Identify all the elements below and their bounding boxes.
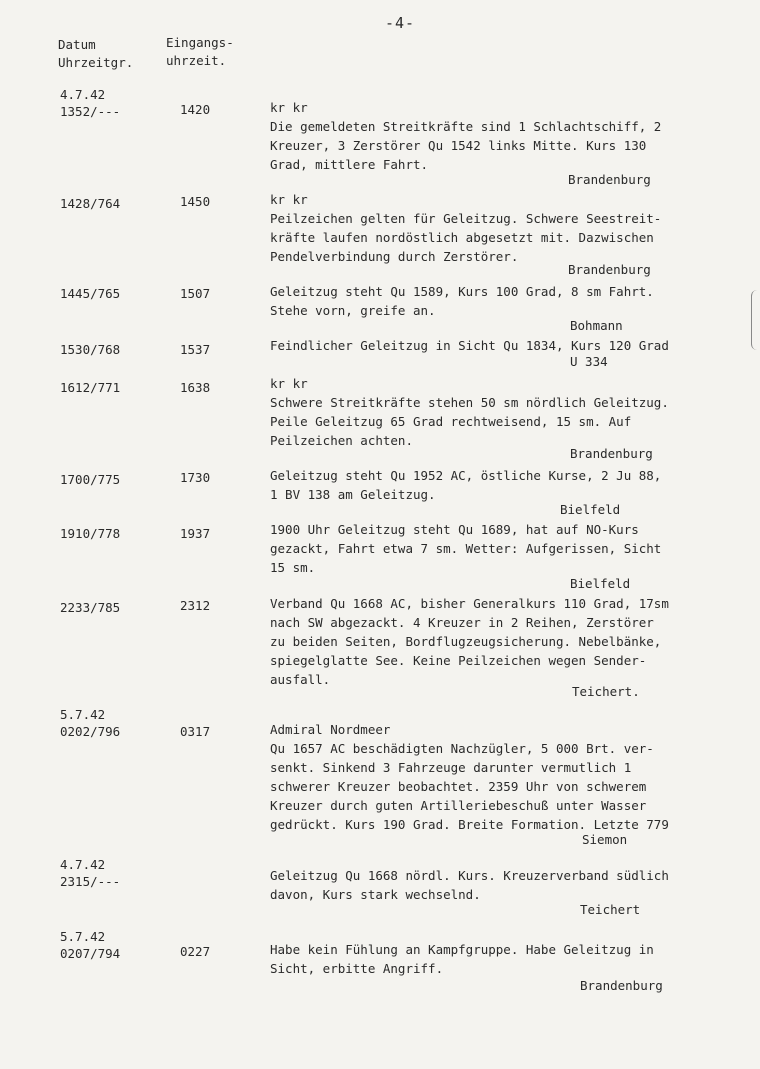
message-line: 15 sm. bbox=[270, 560, 316, 575]
entry-message bbox=[270, 282, 758, 320]
message-line: nach SW abgezackt. 4 Kreuzer in 2 Reihen, Zerstörer bbox=[270, 615, 654, 630]
entry-signature: Brandenburg bbox=[580, 978, 663, 993]
entry-code: 1700/775 bbox=[60, 472, 121, 487]
entry-time: 1638 bbox=[180, 380, 211, 395]
entry-message bbox=[270, 374, 758, 450]
entry-message bbox=[270, 520, 758, 577]
entry-message bbox=[270, 720, 758, 834]
header-uhrzeitgr: Uhrzeitgr. bbox=[58, 55, 134, 70]
entry-code: 1352/--- bbox=[60, 104, 121, 119]
entry-signature: U 334 bbox=[570, 354, 608, 369]
header-datum: Datum bbox=[58, 37, 96, 52]
message-line: Geleitzug Qu 1668 nördl. Kurs. Kreuzerverband südlich bbox=[270, 868, 669, 883]
entry-signature: Siemon bbox=[582, 832, 628, 847]
entry-message bbox=[270, 940, 758, 978]
entry-code: 2315/--- bbox=[60, 874, 121, 889]
entry-code: 1612/771 bbox=[60, 380, 121, 395]
message-line: 1900 Uhr Geleitzug steht Qu 1689, hat auf NO-Kurs bbox=[270, 522, 639, 537]
message-line: Kreuzer durch guten Artilleriebeschuß unter Wasser bbox=[270, 798, 647, 813]
message-line: kräfte laufen nordöstlich abgesetzt mit. Dazwischen bbox=[270, 230, 654, 245]
message-line: spiegelglatte See. Keine Peilzeichen wegen Sender- bbox=[270, 653, 647, 668]
message-line: Peilzeichen gelten für Geleitzug. Schwere Seestreit- bbox=[270, 211, 662, 226]
message-line: davon, Kurs stark wechselnd. bbox=[270, 887, 481, 902]
message-line: kr kr bbox=[270, 192, 308, 207]
message-line: Die gemeldeten Streitkräfte sind 1 Schlachtschiff, 2 bbox=[270, 119, 662, 134]
header-date-column bbox=[58, 36, 133, 72]
entry-signature: Brandenburg bbox=[568, 172, 651, 187]
entry-message bbox=[270, 466, 758, 504]
entry-signature: Teichert bbox=[580, 902, 641, 917]
entry-date: 4.7.42 bbox=[60, 87, 106, 102]
message-line: Schwere Streitkräfte stehen 50 sm nördlich Geleitzug. bbox=[270, 395, 669, 410]
message-line: kr kr bbox=[270, 376, 308, 391]
message-line: Peile Geleitzug 65 Grad rechtweisend, 15 sm. Auf bbox=[270, 414, 632, 429]
message-line: Verband Qu 1668 AC, bisher Generalkurs 110 Grad, 17sm bbox=[270, 596, 669, 611]
message-line: 1 BV 138 am Geleitzug. bbox=[270, 487, 436, 502]
message-line: Stehe vorn, greife an. bbox=[270, 303, 436, 318]
entry-code: 1530/768 bbox=[60, 342, 121, 357]
entry-message bbox=[270, 336, 758, 355]
message-line: Admiral Nordmeer bbox=[270, 722, 391, 737]
entry-code: 1910/778 bbox=[60, 526, 121, 541]
header-uhrzeit: uhrzeit. bbox=[166, 53, 227, 68]
entry-message bbox=[270, 594, 758, 689]
entry-code: 0202/796 bbox=[60, 724, 121, 739]
message-line: kr kr bbox=[270, 100, 308, 115]
entry-signature: Brandenburg bbox=[568, 262, 651, 277]
message-line: Geleitzug steht Qu 1589, Kurs 100 Grad, 8 sm Fahrt. bbox=[270, 284, 654, 299]
entry-time: 0227 bbox=[180, 944, 211, 959]
message-line: gedrückt. Kurs 190 Grad. Breite Formation. Letzte 779 bbox=[270, 817, 669, 832]
message-line: Peilzeichen achten. bbox=[270, 433, 413, 448]
message-line: ausfall. bbox=[270, 672, 331, 687]
message-line: Sicht, erbitte Angriff. bbox=[270, 961, 444, 976]
message-line: Kreuzer, 3 Zerstörer Qu 1542 links Mitte. Kurs 130 bbox=[270, 138, 647, 153]
entry-signature: Bielfeld bbox=[560, 502, 621, 517]
entry-time: 2312 bbox=[180, 598, 211, 613]
entry-time: 1450 bbox=[180, 194, 211, 209]
message-line: gezackt, Fahrt etwa 7 sm. Wetter: Aufgerissen, Sicht bbox=[270, 541, 662, 556]
entry-code: 0207/794 bbox=[60, 946, 121, 961]
message-line: Grad, mittlere Fahrt. bbox=[270, 157, 429, 172]
message-line: Pendelverbindung durch Zerstörer. bbox=[270, 249, 519, 264]
entry-signature: Bielfeld bbox=[570, 576, 631, 591]
entry-date: 5.7.42 bbox=[60, 929, 106, 944]
entry-signature: Bohmann bbox=[570, 318, 623, 333]
entry-code: 2233/785 bbox=[60, 600, 121, 615]
message-line: senkt. Sinkend 3 Fahrzeuge darunter vermutlich 1 bbox=[270, 760, 632, 775]
entry-time: 1507 bbox=[180, 286, 211, 301]
entry-date: 4.7.42 bbox=[60, 857, 106, 872]
entry-date: 5.7.42 bbox=[60, 707, 106, 722]
header-eingangs: Eingangs- bbox=[166, 35, 234, 50]
entry-time: 0317 bbox=[180, 724, 211, 739]
entry-code: 1445/765 bbox=[60, 286, 121, 301]
message-line: Habe kein Fühlung an Kampfgruppe. Habe Geleitzug in bbox=[270, 942, 654, 957]
header-time-column bbox=[166, 34, 234, 70]
entry-message bbox=[270, 866, 758, 904]
message-line: Geleitzug steht Qu 1952 AC, östliche Kurse, 2 Ju 88, bbox=[270, 468, 662, 483]
entry-time: 1537 bbox=[180, 342, 211, 357]
entry-message bbox=[270, 190, 758, 266]
message-line: zu beiden Seiten, Bordflugzeugsicherung. Nebelbänke, bbox=[270, 634, 662, 649]
page-number: -4- bbox=[385, 14, 416, 32]
entry-time: 1420 bbox=[180, 102, 211, 117]
message-line: Feindlicher Geleitzug in Sicht Qu 1834, Kurs 120 Grad bbox=[270, 338, 669, 353]
entry-message bbox=[270, 98, 758, 174]
page-edge-mark bbox=[751, 290, 760, 350]
entry-time: 1937 bbox=[180, 526, 211, 541]
entry-code: 1428/764 bbox=[60, 196, 121, 211]
message-line: Qu 1657 AC beschädigten Nachzügler, 5 000 Brt. ver- bbox=[270, 741, 654, 756]
entry-signature: Brandenburg bbox=[570, 446, 653, 461]
message-line: schwerer Kreuzer beobachtet. 2359 Uhr von schwerem bbox=[270, 779, 647, 794]
entry-signature: Teichert. bbox=[572, 684, 640, 699]
entry-time: 1730 bbox=[180, 470, 211, 485]
